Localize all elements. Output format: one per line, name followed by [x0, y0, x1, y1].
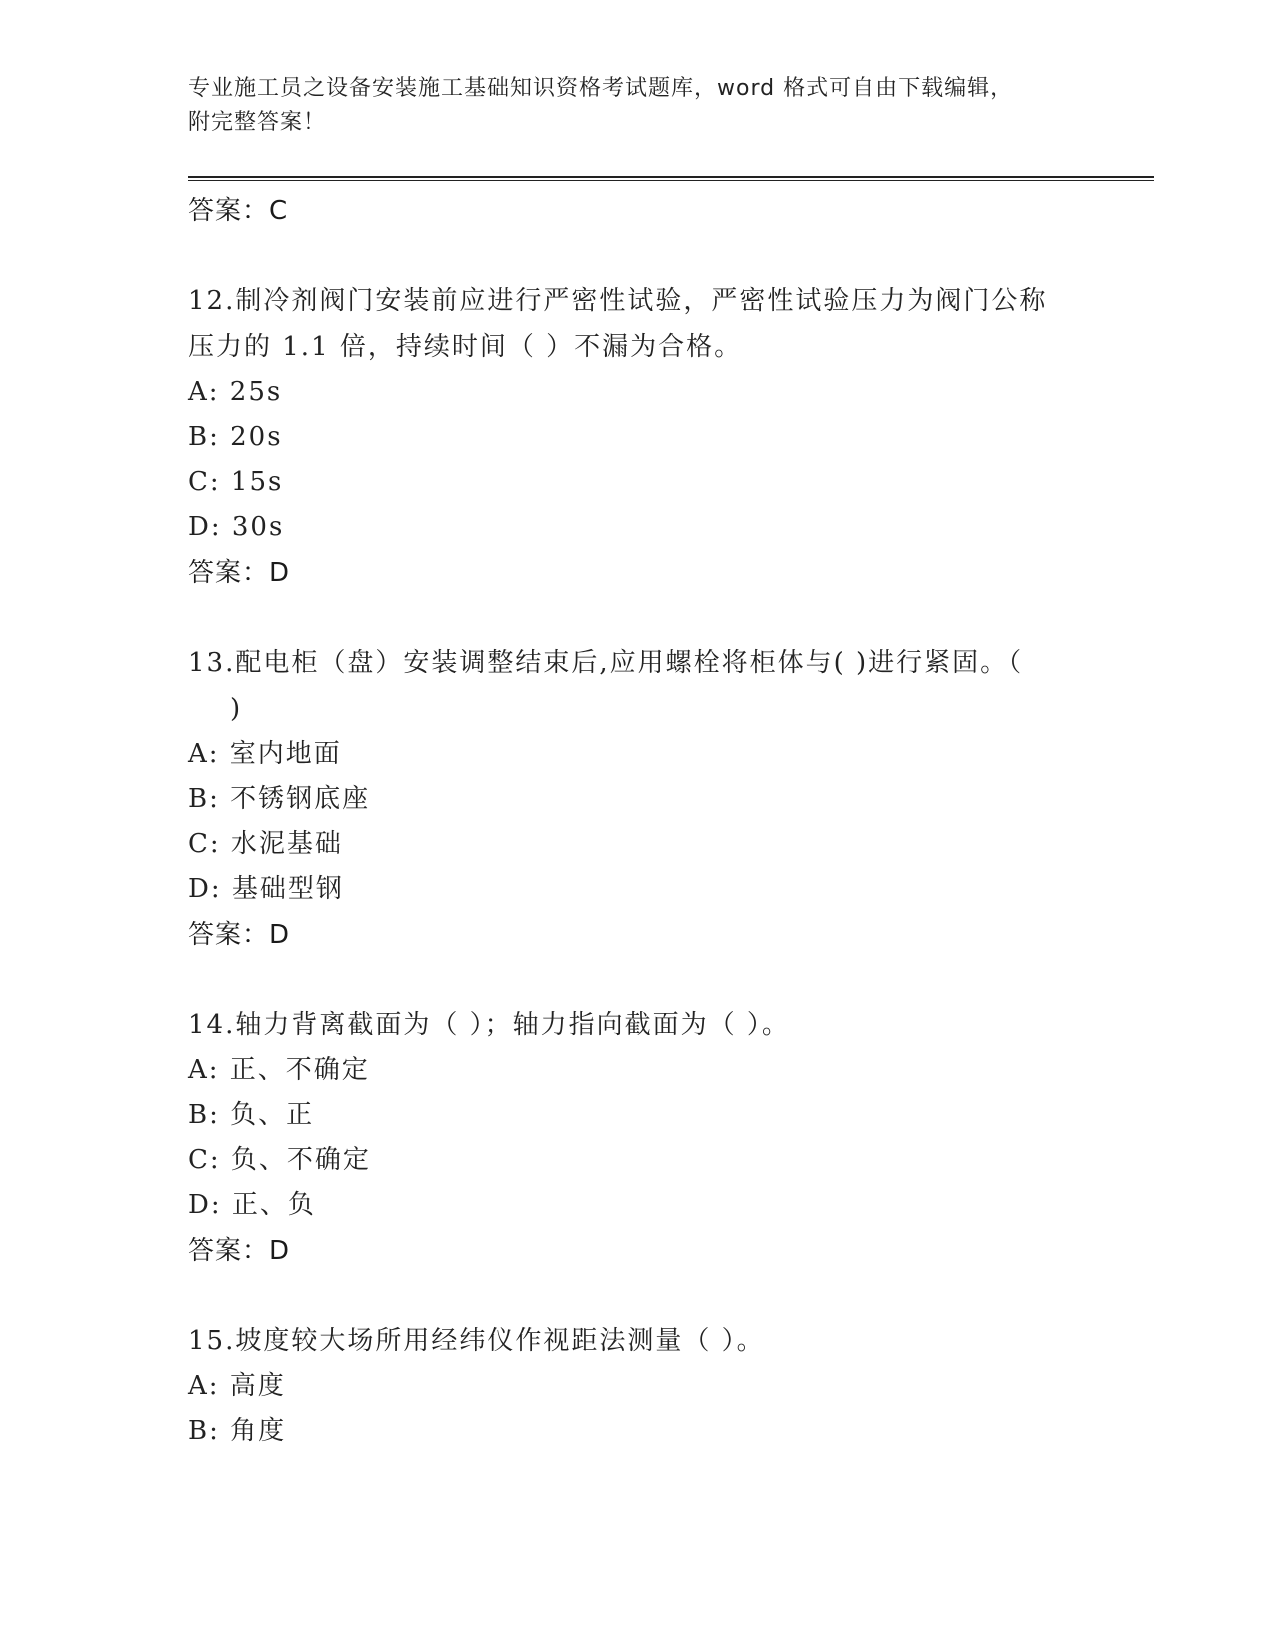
option-b: B: 角度	[188, 1416, 287, 1446]
option-c: C: 水泥基础	[188, 829, 343, 859]
question-list	[188, 188, 1108, 1454]
spacer	[188, 958, 1108, 1002]
question-block	[188, 278, 1108, 596]
option-c: C: 15s	[188, 467, 284, 497]
question-block	[188, 640, 1108, 958]
option-d: D: 30s	[188, 512, 285, 542]
answer-line: 答案：D	[188, 1236, 291, 1266]
answer-line: 答案：C	[188, 196, 289, 226]
spacer	[188, 596, 1108, 640]
question-text: 14.轴力背离截面为（ ）；轴力指向截面为（ ）。	[188, 1010, 790, 1040]
answer-line: 答案：D	[188, 558, 291, 588]
option-a: A: 室内地面	[188, 739, 342, 769]
option-a: A: 25s	[188, 377, 283, 407]
question-block	[188, 1318, 1108, 1454]
option-a: A: 高度	[188, 1371, 286, 1401]
spacer	[188, 234, 1108, 278]
option-b: B: 不锈钢底座	[188, 784, 371, 814]
option-b: B: 20s	[188, 422, 283, 452]
option-c: C: 负、不确定	[188, 1145, 371, 1175]
question-text: 12.制冷剂阀门安装前应进行严密性试验，严密性试验压力为阀门公称	[188, 286, 1048, 316]
question-text: 15.坡度较大场所用经纬仪作视距法测量（ ）。	[188, 1326, 765, 1356]
option-a: A: 正、不确定	[188, 1055, 370, 1085]
answer-line: 答案：D	[188, 920, 291, 950]
header-line-2: 附完整答案！	[188, 110, 327, 135]
option-b: B: 负、正	[188, 1100, 315, 1130]
option-d: D: 正、负	[188, 1190, 316, 1220]
document-header	[188, 72, 1068, 140]
spacer	[188, 1274, 1108, 1318]
question-block	[188, 1002, 1108, 1274]
header-line-1: 专业施工员之设备安装施工基础知识资格考试题库，word 格式可自由下载编辑，	[188, 76, 1014, 101]
option-d: D: 基础型钢	[188, 874, 344, 904]
question-text: 13.配电柜（盘）安装调整结束后,应用螺栓将柜体与( )进行紧固。（	[188, 648, 1024, 678]
question-text: 压力的 1.1 倍，持续时间（ ）不漏为合格。	[188, 332, 743, 362]
question-text: )	[230, 694, 243, 724]
header-divider	[188, 176, 1154, 181]
